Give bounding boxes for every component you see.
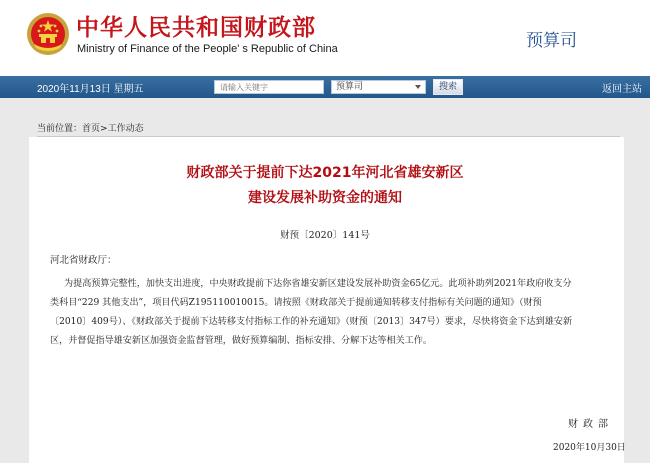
search-button[interactable]: 搜索: [433, 79, 463, 95]
current-date: 2020年11月13日 星期五: [37, 84, 144, 95]
search-scope-value: 预算司: [336, 82, 364, 92]
national-emblem-icon[interactable]: [26, 12, 70, 56]
body-paragraph-line: 区，并督促指导雄安新区加强资金监督管理，做好预算编制、指标安排、分解下达等相关工作。: [50, 336, 432, 346]
search-scope-select[interactable]: [331, 80, 426, 94]
article-title-line-2: 建设发展补助资金的通知: [248, 190, 402, 206]
site-subtitle-en: Ministry of Finance of the People' s Republic of China: [77, 43, 338, 55]
search-input[interactable]: [214, 80, 324, 94]
body-paragraph-line: 〔2010〕409号）、《财政部关于提前下达转移支付指标工作的补充通知》（财预〔2013〕347号）要求，尽快将资金下达到雄安新: [50, 317, 573, 327]
breadcrumb-prefix: 当前位置：: [37, 124, 83, 134]
signature-date: 2020年10月30日: [553, 443, 626, 453]
breadcrumb: [37, 121, 144, 134]
return-home-link[interactable]: 返回主站: [602, 84, 642, 95]
signature-organization: 财政部: [568, 419, 613, 430]
department-name[interactable]: 预算司: [526, 31, 577, 51]
chevron-down-icon: [415, 85, 421, 89]
breadcrumb-separator: >: [100, 124, 108, 134]
top-nav-bar: [0, 76, 650, 98]
breadcrumb-home-link[interactable]: 首页: [82, 124, 101, 134]
document-number: 财预〔2020〕141号: [280, 230, 370, 241]
body-paragraph-line: 类科目“229 其他支出”，项目代码Z195110010015。请按照《财政部关于提前通知转移支付指标有关问题的通知》（财预: [50, 298, 542, 308]
body-paragraph-line: 为提高预算完整性，加快支出进度，中央财政提前下达你省雄安新区建设发展补助资金65亿元。此项补助列2021年政府收支分: [64, 279, 572, 289]
breadcrumb-work-news-link[interactable]: 工作动态: [107, 124, 144, 134]
site-title[interactable]: 中华人民共和国财政部: [76, 15, 316, 41]
site-header: [0, 0, 650, 76]
article-title-line-1: 财政部关于提前下达2021年河北省雄安新区: [186, 165, 464, 181]
addressee: 河北省财政厅：: [50, 255, 117, 266]
